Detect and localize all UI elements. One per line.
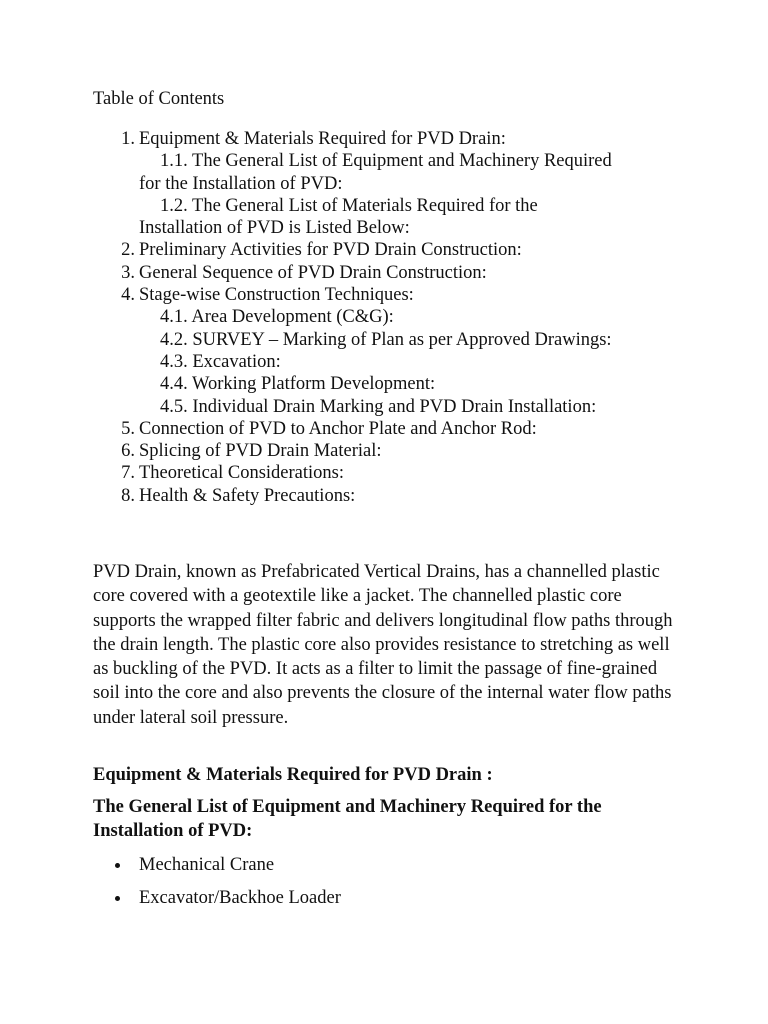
toc-subitem-label: 4.4. Working Platform Development: <box>160 374 436 395</box>
toc-item-4-5[interactable] <box>93 396 733 418</box>
toc-item-label: Equipment & Materials Required for PVD Drain: <box>139 129 506 149</box>
toc-item-number: 2. <box>121 240 135 261</box>
toc-item-label: Preliminary Activities for PVD Drain Construction: <box>139 240 522 261</box>
toc-item-number: 3. <box>121 262 135 283</box>
toc-item-label: General Sequence of PVD Drain Construction: <box>139 262 487 283</box>
toc-subitem-label: 1.1. The General List of Equipment and Machinery Required <box>160 151 612 172</box>
table-of-contents <box>93 128 733 507</box>
toc-item-2[interactable] <box>93 239 733 261</box>
toc-item-4[interactable] <box>93 284 733 306</box>
equipment-list <box>93 854 693 920</box>
toc-item-number: 1. <box>121 129 135 149</box>
list-item <box>93 887 693 920</box>
toc-item-label: Connection of PVD to Anchor Plate and Anchor Rod: <box>139 418 537 439</box>
toc-subitem-label: 4.2. SURVEY – Marking of Plan as per Approved Drawings: <box>160 329 612 350</box>
list-item-label: Mechanical Crane <box>139 855 275 875</box>
toc-item-7[interactable] <box>93 462 733 484</box>
toc-item-number: 5. <box>121 418 135 439</box>
toc-item-4-4[interactable] <box>93 373 733 395</box>
toc-item-number: 7. <box>121 463 135 484</box>
section-heading: Equipment & Materials Required for PVD Drain : <box>93 765 493 785</box>
toc-subitem-label: 4.5. Individual Drain Marking and PVD Drain Installation: <box>160 396 597 417</box>
toc-item-number: 8. <box>121 485 135 506</box>
toc-item-6[interactable] <box>93 440 733 462</box>
toc-item-number: 4. <box>121 285 135 306</box>
intro-paragraph: PVD Drain, known as Prefabricated Vertical Drains, has a channelled plastic core covered with a geotextile like a jacket. The channelled plastic core supports the wrapped filter fabric and delivers longitudinal flow paths through the drain length. The plastic core also provides resistance to stretching as well as buckling of the PVD. It acts as a filter to limit the passage of fine-grained soil into the core and also prevents the closure of the internal water flow paths under lateral soil pressure. <box>93 562 673 728</box>
toc-item-4-3[interactable] <box>93 351 733 373</box>
bullet-icon <box>115 863 120 868</box>
toc-item-number: 6. <box>121 441 135 462</box>
toc-item-label: Theoretical Considerations: <box>139 463 344 484</box>
toc-item-4-1[interactable] <box>93 306 733 328</box>
subsection-heading: The General List of Equipment and Machinery Required for the Installation of PVD: <box>93 797 602 841</box>
toc-subitem-label: 1.2. The General List of Materials Required for the <box>160 195 538 216</box>
toc-item-4-2[interactable] <box>93 329 733 351</box>
list-item-label: Excavator/Backhoe Loader <box>139 888 341 908</box>
toc-item-1[interactable] <box>93 128 733 150</box>
toc-item-label: Splicing of PVD Drain Material: <box>139 441 382 462</box>
toc-subitem-continuation: Installation of PVD is Listed Below: <box>139 218 410 239</box>
toc-item-8[interactable] <box>93 485 733 507</box>
toc-item-1-2[interactable] <box>93 195 733 240</box>
toc-subitem-label: 4.1. Area Development (C&G): <box>160 307 394 328</box>
list-item <box>93 854 693 887</box>
toc-item-1-1[interactable] <box>93 150 733 195</box>
bullet-icon <box>115 896 120 901</box>
toc-subitem-continuation: for the Installation of PVD: <box>139 173 343 194</box>
toc-item-label: Stage-wise Construction Techniques: <box>139 285 414 306</box>
toc-item-5[interactable] <box>93 418 733 440</box>
toc-item-label: Health & Safety Precautions: <box>139 485 356 506</box>
toc-title: Table of Contents <box>93 89 225 109</box>
toc-subitem-label: 4.3. Excavation: <box>160 351 281 372</box>
toc-item-3[interactable] <box>93 262 733 284</box>
